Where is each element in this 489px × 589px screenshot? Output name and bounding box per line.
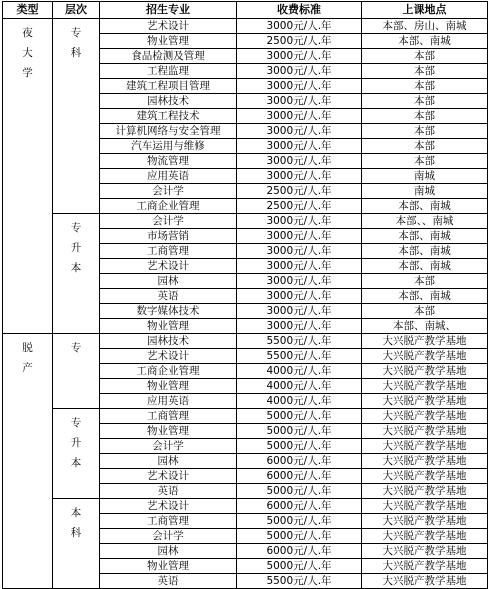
major-cell: 应用英语 [100,169,237,184]
major-cell: 工商企业管理 [100,364,237,379]
table-body [3,19,488,589]
fee-cell: 2500元/人.年 [237,34,362,49]
level-cell-text [53,214,99,278]
location-cell: 大兴脱产教学基地 [362,454,488,469]
tuition-table [2,1,488,589]
major-cell: 物业管理 [100,34,237,49]
fee-cell: 5500元/人.年 [237,349,362,364]
level-cell-char: 升 [70,437,82,449]
level-cell [53,214,100,334]
type-cell-char: 脱 [22,342,33,354]
fee-cell: 3000元/人.年 [237,109,362,124]
major-cell: 物业管理 [100,424,237,439]
level-cell-char: 专 [70,27,82,39]
location-cell: 大兴脱产教学基地 [362,394,488,409]
location-cell: 大兴脱产教学基地 [362,559,488,574]
location-cell: 大兴脱产教学基地 [362,499,488,514]
location-cell: 本部、、南城 [362,214,488,229]
level-cell-char: 专 [70,342,82,354]
location-cell: 大兴脱产教学基地 [362,484,488,499]
major-cell: 英语 [100,289,237,304]
level-cell [53,409,100,499]
level-cell-char: 本 [70,457,82,469]
location-cell: 大兴脱产教学基地 [362,409,488,424]
major-cell: 艺术设计 [100,259,237,274]
table-row [3,19,488,34]
fee-cell: 3000元/人.年 [237,124,362,139]
level-cell-text [53,19,99,63]
major-cell: 工商管理 [100,409,237,424]
fee-cell: 2500元/人.年 [237,199,362,214]
fee-cell: 3000元/人.年 [237,49,362,64]
location-cell: 本部 [362,304,488,319]
major-cell: 物业管理 [100,559,237,574]
location-cell: 大兴脱产教学基地 [362,469,488,484]
major-cell: 工商管理 [100,244,237,259]
fee-cell: 3000元/人.年 [237,79,362,94]
type-cell-text [3,334,52,378]
table-row [3,334,488,349]
type-cell-char: 学 [22,67,33,79]
level-cell-text [53,334,99,358]
major-cell: 艺术设计 [100,19,237,34]
major-cell: 数字媒体技术 [100,304,237,319]
major-cell: 园林 [100,274,237,289]
fee-cell: 3000元/人.年 [237,289,362,304]
location-cell: 大兴脱产教学基地 [362,364,488,379]
fee-cell: 5000元/人.年 [237,439,362,454]
location-cell: 本部 [362,64,488,79]
fee-cell: 5000元/人.年 [237,424,362,439]
type-cell-text [3,19,52,83]
major-cell: 英语 [100,484,237,499]
type-cell [3,19,53,334]
fee-cell: 6000元/人.年 [237,499,362,514]
level-cell [53,19,100,214]
major-cell: 园林技术 [100,334,237,349]
major-cell: 应用英语 [100,394,237,409]
major-cell: 建筑工程技术 [100,109,237,124]
location-cell: 本部 [362,139,488,154]
level-cell-text [53,409,99,473]
location-cell: 大兴脱产教学基地 [362,349,488,364]
fee-cell: 6000元/人.年 [237,544,362,559]
type-cell-char: 夜 [22,27,33,39]
level-cell-char: 升 [70,242,82,254]
location-cell: 大兴脱产教学基地 [362,574,488,589]
major-cell: 物业管理 [100,379,237,394]
level-cell-text [53,499,99,543]
type-cell-char: 大 [22,47,33,59]
location-cell: 大兴脱产教学基地 [362,379,488,394]
level-cell [53,334,100,409]
location-cell: 本部 [362,154,488,169]
level-cell-char: 专 [70,222,82,234]
fee-cell: 3000元/人.年 [237,319,362,334]
fee-cell: 4000元/人.年 [237,379,362,394]
major-cell: 工商管理 [100,514,237,529]
fee-cell: 4000元/人.年 [237,364,362,379]
fee-cell: 6000元/人.年 [237,469,362,484]
level-cell-char: 科 [70,527,82,539]
fee-cell: 5000元/人.年 [237,514,362,529]
header-location: 上课地点 [362,2,488,19]
level-cell-char: 本 [70,507,82,519]
header-type: 类型 [3,2,53,19]
major-cell: 汽车运用与维修 [100,139,237,154]
location-cell: 本部、南城 [362,259,488,274]
major-cell: 会计学 [100,439,237,454]
major-cell: 会计学 [100,214,237,229]
fee-cell: 3000元/人.年 [237,244,362,259]
fee-cell: 4000元/人.年 [237,394,362,409]
location-cell: 本部 [362,79,488,94]
fee-cell: 3000元/人.年 [237,229,362,244]
fee-cell: 5500元/人.年 [237,574,362,589]
fee-cell: 3000元/人.年 [237,154,362,169]
major-cell: 工程监理 [100,64,237,79]
level-cell-char: 本 [70,262,82,274]
location-cell: 本部、南城 [362,34,488,49]
fee-cell: 5000元/人.年 [237,484,362,499]
fee-cell: 3000元/人.年 [237,169,362,184]
location-cell: 本部 [362,94,488,109]
location-cell: 本部、南城 [362,229,488,244]
fee-cell: 3000元/人.年 [237,304,362,319]
major-cell: 物流管理 [100,154,237,169]
location-cell: 本部 [362,274,488,289]
table-row [3,214,488,229]
major-cell: 园林技术 [100,94,237,109]
location-cell: 大兴脱产教学基地 [362,514,488,529]
tuition-table-container [2,1,488,589]
table-row [3,409,488,424]
level-cell [53,499,100,589]
table-row [3,499,488,514]
fee-cell: 3000元/人.年 [237,139,362,154]
major-cell: 艺术设计 [100,499,237,514]
major-cell: 艺术设计 [100,469,237,484]
location-cell: 本部、南城 [362,199,488,214]
fee-cell: 6000元/人.年 [237,454,362,469]
location-cell: 本部 [362,124,488,139]
header-row [3,2,488,19]
major-cell: 计算机网络与安全管理 [100,124,237,139]
major-cell: 会计学 [100,184,237,199]
major-cell: 物业管理 [100,319,237,334]
location-cell: 大兴脱产教学基地 [362,544,488,559]
level-cell-char: 专 [70,417,82,429]
major-cell: 园林 [100,544,237,559]
location-cell: 本部、房山、南城 [362,19,488,34]
major-cell: 会计学 [100,529,237,544]
fee-cell: 3000元/人.年 [237,214,362,229]
fee-cell: 3000元/人.年 [237,259,362,274]
major-cell: 艺术设计 [100,349,237,364]
level-cell-char: 科 [70,47,82,59]
fee-cell: 3000元/人.年 [237,274,362,289]
fee-cell: 5000元/人.年 [237,559,362,574]
location-cell: 本部 [362,109,488,124]
header-major: 招生专业 [100,2,237,19]
location-cell: 大兴脱产教学基地 [362,334,488,349]
fee-cell: 2500元/人.年 [237,184,362,199]
location-cell: 本部、南城、 [362,319,488,334]
location-cell: 南城 [362,169,488,184]
location-cell: 大兴脱产教学基地 [362,439,488,454]
header-fee: 收费标准 [237,2,362,19]
type-cell-char: 产 [22,362,33,374]
major-cell: 工商企业管理 [100,199,237,214]
major-cell: 英语 [100,574,237,589]
location-cell: 本部、南城 [362,289,488,304]
fee-cell: 3000元/人.年 [237,19,362,34]
type-cell [3,334,53,589]
fee-cell: 5000元/人.年 [237,409,362,424]
major-cell: 建筑工程项目管理 [100,79,237,94]
location-cell: 大兴脱产教学基地 [362,424,488,439]
fee-cell: 5000元/人.年 [237,529,362,544]
major-cell: 市场营销 [100,229,237,244]
major-cell: 园林 [100,454,237,469]
location-cell: 大兴脱产教学基地 [362,529,488,544]
fee-cell: 3000元/人.年 [237,64,362,79]
fee-cell: 3000元/人.年 [237,94,362,109]
major-cell: 食品检测及管理 [100,49,237,64]
location-cell: 南城 [362,184,488,199]
header-level: 层次 [53,2,100,19]
fee-cell: 5500元/人.年 [237,334,362,349]
location-cell: 本部、南城 [362,244,488,259]
location-cell: 本部 [362,49,488,64]
